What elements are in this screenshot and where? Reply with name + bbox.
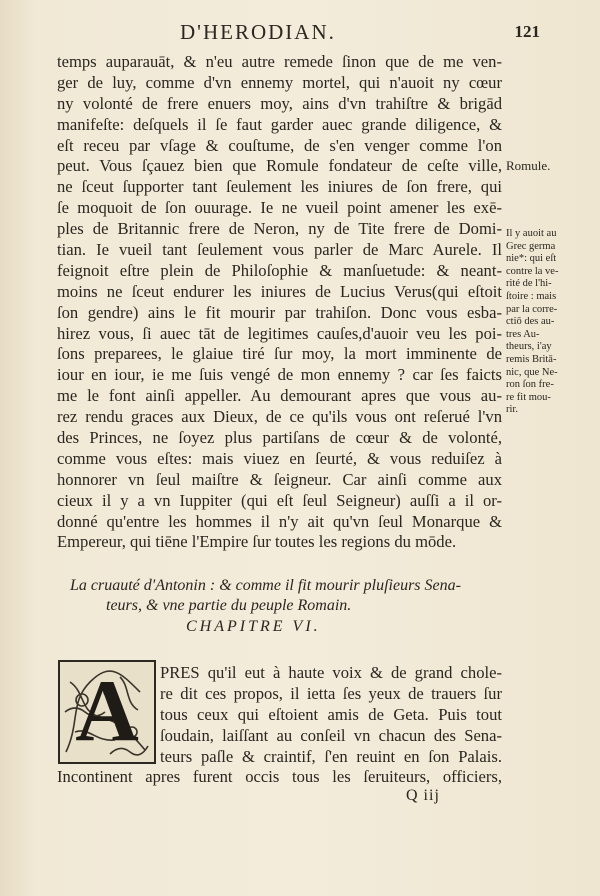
chapter-text-line: Incontinent apres furent occis tous les ſeruiteurs, officiers, [57, 767, 502, 787]
text-line: cieux il y a vn Iuppiter (qui eſt ſeul Seigneur) auſſi a il or- [57, 490, 502, 510]
chapter-text-line: ſoudain, laiſſant au conſeil vn chacun des Sena- [160, 725, 502, 745]
margin-note-line: remis Britā- [506, 353, 557, 365]
chapter-number: CHAPITRE VI. [186, 618, 321, 635]
text-line: comme vous eſtes: mais viuez en ſeurté, & vous reduiſez à [57, 448, 502, 468]
chapter-text-line: tous ceux qui eſtoient amis de Geta. Puis tout [160, 704, 502, 724]
text-line: ſe moquoit de ſon ouurage. Ie ne vueil point amener les exē- [57, 198, 502, 218]
signature-mark: Q iij [406, 787, 440, 804]
chapter-text-line: teurs paſle & craintif, ſ'en reuint en ſon Palais. [160, 746, 502, 766]
margin-note-line: Romule. [506, 158, 551, 173]
chapter-title-line: La cruauté d'Antonin : & comme il fit mourir pluſieurs Sena- [70, 577, 461, 594]
margin-note-line: nic, que Ne- [506, 366, 558, 378]
margin-note-line: ctiō des au- [506, 316, 555, 328]
chapter-title-line: teurs, & vne partie du peuple Romain. [106, 597, 352, 614]
text-line: ples de Britannic frere de Neron, ny de Tite frere de Domi- [57, 219, 502, 239]
text-line: tian. Ie vueil tant ſeulement vous parler de Marc Aurele. Il [57, 240, 502, 260]
margin-note-line: re fit mou- [506, 391, 551, 403]
text-line: Empereur, qui tiēne l'Empire ſur toutes les regions du mōde. [57, 532, 457, 552]
running-title: D'HERODIAN. [180, 20, 336, 44]
drop-cap-letter: A [75, 663, 139, 760]
margin-note-romule [506, 160, 598, 173]
margin-note-line: tres Au- [506, 328, 540, 340]
text-line: ſons preparees, le glaiue tiré ſur moy, la mort imminente de [57, 344, 502, 364]
text-line: iour en iour, ie me ſuis vengé de mon ennemy ? car ſes faicts [57, 365, 502, 385]
chapter-text-line: re dit ces propos, il ietta ſes yeux de trauers ſur [160, 683, 502, 703]
margin-note-line: Il y auoit au [506, 228, 557, 239]
page-number: 121 [514, 22, 540, 41]
chapter-text-block [57, 663, 502, 788]
margin-note-line: contre la ve- [506, 265, 559, 277]
chapter-heading [70, 576, 520, 616]
text-line: ne ſceut ſupporter tant ſeulement les iniures de ſon frere, qui [57, 177, 502, 197]
main-text-block [57, 52, 502, 553]
margin-note-line: rir. [506, 404, 518, 416]
chapter-text-line: PRES qu'il eut à haute voix & de grand chole- [160, 663, 502, 682]
text-line: me le font ainſi appeller. Au demourant apres que vous au- [57, 386, 502, 406]
text-line: ger de luy, comme d'vn ennemy mortel, qui n'auoit ny cœur [57, 72, 502, 92]
drop-cap-ornament [58, 660, 156, 764]
text-line: eſt receu par vſage & couſtume, de s'en venger comme l'on [57, 135, 502, 155]
text-line: hirez vous, ſi auec tāt de legitimes cauſes,d'auoir veu les poi- [57, 323, 502, 343]
margin-note-line: par la corre- [506, 303, 558, 315]
text-line: feignoit eſtre plein de Philoſophie & manſuetude: & neant- [57, 260, 502, 280]
text-line: temps auparauāt, & n'eu autre remede ſinon que de me ven- [57, 52, 502, 71]
text-line: des Princes, ne ſoyez plus partiſans de cœur & de volonté, [57, 428, 502, 448]
margin-note-line: ron ſon fre- [506, 379, 554, 391]
text-line: donné qu'entre les hommes il n'y ait qu'vn ſeul Monarque & [57, 511, 502, 531]
margin-note-britannic [506, 228, 598, 417]
text-line: manifeſte: deſquels il ſe faut garder auec grande diligence, & [57, 114, 502, 134]
margin-note-line: Grec germa [506, 240, 556, 252]
text-line: moins ne ſceut endurer les iniures de Lucius Verus(qui eſtoit [57, 281, 502, 301]
text-line: honnorer vn ſeul maiſtre & ſeigneur. Car ainſi comme aux [57, 469, 502, 489]
text-line: peut. Vous ſçauez bien que Romule fondateur de ceſte ville, [57, 156, 502, 176]
margin-note-line: rité de l'hi- [506, 278, 552, 290]
text-line: ny volonté de frere enuers moy, ains d'vn trahiſtre & brigād [57, 93, 502, 113]
running-head [150, 20, 540, 50]
margin-note-line: ſtoire : mais [506, 290, 557, 302]
text-line: rez rendu graces aux Dieux, de ce qu'ils vous ont reſerué l'vn [57, 407, 502, 427]
margin-note-line: nie*: qui eſt [506, 253, 557, 265]
text-line: ſon gendre) ains le fit mourir par trahiſon. Donc vous esba- [57, 302, 502, 322]
margin-note-line: theurs, i'ay [506, 341, 552, 353]
